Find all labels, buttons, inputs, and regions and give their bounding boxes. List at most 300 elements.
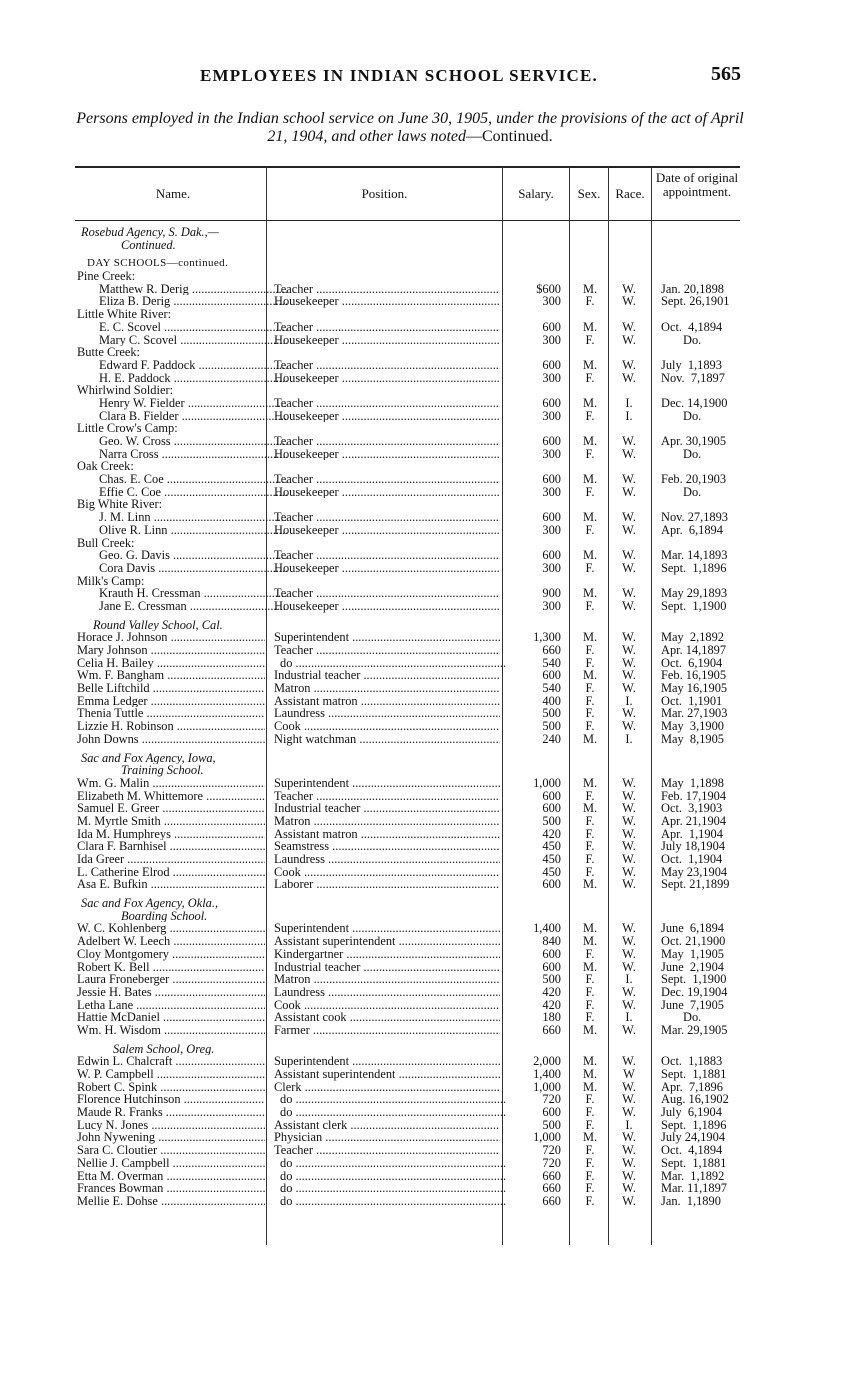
employee-name: Wm. G. Malin ..... <box>77 777 265 790</box>
employee-race: W. <box>622 484 636 499</box>
table-row <box>75 473 740 486</box>
section-label: Boarding School. <box>121 909 208 923</box>
appointment-date: Apr. 14,1897 <box>661 643 727 657</box>
employee-race: W. <box>622 775 636 790</box>
employee-salary: 660 <box>542 1168 561 1183</box>
employee-position: Superintendent ..... <box>274 631 500 644</box>
employee-race: W. <box>622 1130 636 1145</box>
employee-sex: M. <box>582 668 598 683</box>
page-number: 565 <box>711 63 741 85</box>
table-top-rule <box>75 166 740 168</box>
appointment-date: June 6,1894 <box>661 921 724 936</box>
employee-salary: 1,300 <box>533 630 561 645</box>
table-row <box>75 562 740 575</box>
appointment-date: Do. <box>683 332 702 347</box>
table-header-rule <box>75 220 740 221</box>
appointment-date: Sept. 1,1896 <box>661 1117 727 1132</box>
employee-name: Asa E. Bufkin ..... <box>77 878 265 891</box>
table-row <box>75 802 740 815</box>
employee-name: Krauth H. Cressman ..... <box>77 587 287 600</box>
employee-name: Hattie McDaniel ..... <box>77 1011 265 1024</box>
employee-race: W. <box>622 706 636 721</box>
table-row <box>75 397 740 410</box>
employee-name: Lizzie H. Robinson ..... <box>77 720 265 733</box>
employee-sex: F. <box>585 643 595 657</box>
employee-name: Mary Johnson ..... <box>77 644 265 657</box>
section-heading <box>75 897 740 910</box>
appointment-date: Sept. 1,1881 <box>661 1067 727 1081</box>
employee-position: Industrial teacher ..... <box>274 802 500 815</box>
employee-name: Edward F. Paddock ..... <box>77 359 287 372</box>
employee-race: W. <box>622 788 636 803</box>
employee-name: Geo. G. Davis ..... <box>77 549 287 562</box>
employee-sex: F. <box>585 522 595 537</box>
appointment-date: May 1,1898 <box>661 775 724 790</box>
appointment-date: Mar. 1,1892 <box>661 1168 725 1183</box>
group-label: Whirlwind Soldier: <box>77 384 174 397</box>
employee-race: W. <box>622 719 636 734</box>
employee-position: Housekeeper ..... <box>274 448 500 461</box>
table-row <box>75 828 740 841</box>
appointment-date: Nov. 7,1897 <box>661 370 725 385</box>
employee-position: Assistant matron ..... <box>274 695 500 708</box>
employee-position: Cook ..... <box>274 866 500 879</box>
employee-position: Laborer ..... <box>274 878 500 891</box>
employee-position: Assistant superintendent ..... <box>274 935 500 948</box>
employee-name: Edwin L. Chalcraft ..... <box>77 1055 265 1068</box>
employee-position: Housekeeper ..... <box>274 600 500 613</box>
employee-name: Wm. H. Wisdom ..... <box>77 1024 265 1037</box>
table-row <box>75 524 740 537</box>
employee-salary: 300 <box>542 560 561 575</box>
employee-name: Frances Bowman ..... <box>77 1182 265 1195</box>
employee-position: do ..... <box>274 1093 506 1106</box>
employee-sex: M. <box>582 1022 598 1037</box>
employee-name: Adelbert W. Leech ..... <box>77 935 265 948</box>
employee-name: Eliza B. Derig ..... <box>77 295 287 308</box>
employee-race: W. <box>622 294 636 309</box>
employee-name: Belle Liftchild ..... <box>77 682 265 695</box>
section-heading <box>75 226 740 239</box>
table-row <box>75 777 740 790</box>
employee-salary: 300 <box>542 408 561 423</box>
employee-name: Samuel E. Greer ..... <box>77 802 265 815</box>
section-label: Rosebud Agency, S. Dak.,— <box>81 226 219 239</box>
employee-sex: F. <box>585 1193 595 1208</box>
appointment-date: Oct. 3,1903 <box>661 801 723 816</box>
header-name: Name. <box>155 186 191 201</box>
employee-salary: 900 <box>542 586 561 601</box>
employee-name: L. Catherine Elrod ..... <box>77 866 265 879</box>
section-heading <box>75 239 740 252</box>
employee-salary: 600 <box>542 319 561 334</box>
group-label: Little Crow's Camp: <box>77 422 178 436</box>
header-date: Date of original appointment. <box>655 170 739 199</box>
table-row <box>75 695 740 708</box>
employee-race: W. <box>622 1092 636 1107</box>
employee-name: Thenia Tuttle ..... <box>77 707 265 720</box>
running-head: EMPLOYEES IN INDIAN SCHOOL SERVICE. <box>200 66 599 85</box>
school-group-heading <box>75 384 740 397</box>
employee-salary: 1,400 <box>533 921 561 936</box>
employee-position: Clerk ..... <box>274 1081 500 1094</box>
employee-position: Farmer ..... <box>274 1024 500 1037</box>
employee-salary: 180 <box>542 1010 561 1025</box>
appointment-date: Aug. 16,1902 <box>661 1092 729 1107</box>
employee-race: W. <box>622 319 636 334</box>
employee-position: Teacher ..... <box>274 587 500 600</box>
table-row <box>75 372 740 385</box>
group-label: Pine Creek: <box>77 270 136 283</box>
appointment-date: Sept. 26,1901 <box>661 294 730 309</box>
employee-salary: 600 <box>542 434 561 448</box>
employee-name: Chas. E. Coe ..... <box>77 473 287 486</box>
employee-name: Laura Froneberger ..... <box>77 973 265 986</box>
employee-position: Superintendent ..... <box>274 1055 500 1068</box>
table-row <box>75 549 740 562</box>
school-group-heading <box>75 537 740 550</box>
employee-race: I. <box>625 408 633 423</box>
employee-race: W. <box>622 946 636 961</box>
table-row <box>75 1024 740 1037</box>
table-row <box>75 866 740 879</box>
table-row <box>75 669 740 682</box>
employee-salary: 500 <box>542 972 561 987</box>
employee-position: Laundress ..... <box>274 986 500 999</box>
employee-position: Matron ..... <box>274 973 500 986</box>
appointment-date: Feb. 20,1903 <box>661 472 727 487</box>
employee-race: W. <box>622 813 636 828</box>
appointment-date: Apr. 7,1896 <box>661 1079 723 1094</box>
employee-position: Kindergartner ..... <box>274 948 500 961</box>
employee-race: W. <box>622 877 636 892</box>
employee-name: Elizabeth M. Whittemore ..... <box>77 790 265 803</box>
employee-position: Teacher ..... <box>274 435 500 448</box>
employee-salary: 450 <box>542 864 561 879</box>
employee-sex: F. <box>585 446 595 461</box>
employee-race: W. <box>622 522 636 537</box>
employee-sex: M. <box>582 630 598 645</box>
appointment-date: Oct. 1,1904 <box>661 852 723 866</box>
employee-name: Etta M. Overman ..... <box>77 1170 265 1183</box>
school-group-heading <box>75 498 740 511</box>
employee-race: I. <box>625 1010 633 1025</box>
appointment-date: Mar. 14,1893 <box>661 548 728 563</box>
appointment-date: July 6,1904 <box>661 1105 722 1120</box>
employee-sex: F. <box>585 852 595 866</box>
table-row <box>75 840 740 853</box>
header-salary: Salary. <box>518 186 554 201</box>
employee-position: Housekeeper ..... <box>274 562 500 575</box>
employee-salary: 300 <box>542 522 561 537</box>
employee-sex: F. <box>585 681 595 696</box>
employee-salary: 540 <box>542 655 561 670</box>
employee-sex: F. <box>585 788 595 803</box>
employee-sex: F. <box>585 1155 595 1170</box>
table-row <box>75 999 740 1012</box>
employee-salary: 840 <box>542 934 561 949</box>
employee-name: Sara C. Cloutier ..... <box>77 1144 265 1157</box>
school-group-heading <box>75 270 740 283</box>
table-row <box>75 511 740 524</box>
employee-race: I. <box>625 731 633 746</box>
employee-position: Industrial teacher ..... <box>274 669 500 682</box>
employee-race: W. <box>622 934 636 949</box>
employee-position: Housekeeper ..... <box>274 334 500 347</box>
employee-salary: 600 <box>542 801 561 816</box>
table-row <box>75 486 740 499</box>
employee-position: Matron ..... <box>274 682 500 695</box>
employee-name: Wm. F. Bangham ..... <box>77 669 265 682</box>
employee-sex: F. <box>585 655 595 670</box>
employee-name: John Nywening ..... <box>77 1131 265 1144</box>
group-label: Big White River: <box>77 498 163 512</box>
employee-salary: 600 <box>542 946 561 961</box>
employee-position: do ..... <box>274 657 506 670</box>
employee-salary: 600 <box>542 959 561 974</box>
school-group-heading <box>75 308 740 321</box>
group-label: Milk's Camp: <box>77 574 145 588</box>
employee-name: Narra Cross ..... <box>77 448 287 461</box>
table-row <box>75 986 740 999</box>
employee-race: W. <box>622 598 636 613</box>
employee-sex: M. <box>582 921 598 936</box>
appointment-date: Jan. 20,1898 <box>661 281 724 296</box>
employee-position: Cook ..... <box>274 999 500 1012</box>
table-row <box>75 295 740 308</box>
employee-sex: M. <box>582 319 598 334</box>
table-row <box>75 1011 740 1024</box>
employee-position: Superintendent ..... <box>274 922 500 935</box>
employee-position: Cook ..... <box>274 720 500 733</box>
appointment-date: May 16,1905 <box>661 681 728 696</box>
table-row <box>75 359 740 372</box>
employee-race: W. <box>622 510 636 525</box>
employee-salary: 300 <box>542 484 561 499</box>
employee-salary: 300 <box>542 294 561 309</box>
employee-race: W. <box>622 586 636 601</box>
employee-race: W. <box>622 852 636 866</box>
section-label: Training School. <box>121 764 204 777</box>
appointment-date: Mar. 11,1897 <box>661 1181 727 1196</box>
employee-name: Robert C. Spink ..... <box>77 1081 265 1094</box>
table-row <box>75 1055 740 1068</box>
employee-sex: F. <box>585 826 595 841</box>
table-row <box>75 1144 740 1157</box>
table-row <box>75 815 740 828</box>
table-row <box>75 1093 740 1106</box>
employee-salary: 240 <box>542 731 561 746</box>
page-header <box>0 63 863 96</box>
employee-race: W. <box>622 434 636 448</box>
employee-sex: F. <box>585 946 595 961</box>
table-caption <box>70 110 750 146</box>
employee-position: Assistant matron ..... <box>274 828 500 841</box>
employee-salary: 720 <box>542 1143 561 1158</box>
section-label: Salem School, Oreg. <box>113 1042 215 1056</box>
header-sex: Sex. <box>577 186 601 201</box>
table-row <box>75 600 740 613</box>
employee-name: E. C. Scovel ..... <box>77 321 287 334</box>
employee-position: Laundress ..... <box>274 707 500 720</box>
employee-sex: F. <box>585 1143 595 1158</box>
table-row <box>75 720 740 733</box>
table-row <box>75 790 740 803</box>
appointment-date: Apr. 21,1904 <box>661 813 727 828</box>
table-row <box>75 435 740 448</box>
appointment-date: Feb. 17,1904 <box>661 788 727 803</box>
employee-salary: 600 <box>542 877 561 892</box>
employee-sex: M. <box>582 434 598 448</box>
employee-salary: 500 <box>542 1117 561 1132</box>
employee-race: I. <box>625 693 633 708</box>
appointment-date: July 24,1904 <box>661 1130 726 1145</box>
employee-position: Laundress ..... <box>274 853 500 866</box>
employee-race: W. <box>622 921 636 936</box>
section-heading <box>75 910 740 923</box>
employee-salary: 300 <box>542 446 561 461</box>
table-row <box>75 1182 740 1195</box>
group-label: Oak Creek: <box>77 460 134 474</box>
employee-position: Night watchman ..... <box>274 733 500 746</box>
employee-race: W. <box>622 681 636 696</box>
employee-name: Lucy N. Jones ..... <box>77 1119 265 1132</box>
employee-position: do ..... <box>274 1195 506 1208</box>
employee-name: Letha Lane ..... <box>77 999 265 1012</box>
employee-race: W. <box>622 1079 636 1094</box>
employee-name: Cora Davis ..... <box>77 562 287 575</box>
employee-race: W. <box>622 446 636 461</box>
employee-sex: F. <box>585 997 595 1012</box>
section-heading <box>75 257 740 270</box>
employee-race: W. <box>622 357 636 372</box>
employee-salary: 660 <box>542 1193 561 1208</box>
employee-name: Mary C. Scovel ..... <box>77 334 287 347</box>
employee-salary: 300 <box>542 332 561 347</box>
appointment-date: Do. <box>683 1010 702 1025</box>
appointment-date: Oct. 4,1894 <box>661 319 723 334</box>
employee-position: Seamstress ..... <box>274 840 500 853</box>
table-row <box>75 1081 740 1094</box>
employee-salary: 300 <box>542 598 561 613</box>
caption-tail: —Continued. <box>466 128 553 145</box>
employee-race: W. <box>622 839 636 854</box>
group-label: Little White River: <box>77 308 172 321</box>
table-row <box>75 283 740 296</box>
employee-table <box>75 226 740 1208</box>
employee-salary: 1,000 <box>533 1130 561 1145</box>
employee-race: W. <box>622 864 636 879</box>
employee-name: Nellie J. Campbell ..... <box>77 1157 265 1170</box>
employee-sex: M. <box>582 472 598 487</box>
employee-sex: F. <box>585 484 595 499</box>
employee-race: W. <box>622 959 636 974</box>
employee-sex: M. <box>582 959 598 974</box>
employee-name: Effie C. Coe ..... <box>77 486 287 499</box>
employee-salary: 500 <box>542 719 561 734</box>
employee-salary: 1,000 <box>533 775 561 790</box>
employee-salary: 400 <box>542 693 561 708</box>
section-heading <box>75 619 740 632</box>
employee-name: W. P. Campbell ..... <box>77 1068 265 1081</box>
appointment-date: Oct. 21,1900 <box>661 934 726 949</box>
table-row <box>75 644 740 657</box>
school-group-heading <box>75 346 740 359</box>
employee-race: W <box>623 1067 635 1081</box>
table-row <box>75 853 740 866</box>
employee-name: Emma Ledger ..... <box>77 695 265 708</box>
employee-sex: F. <box>585 1092 595 1107</box>
table-row <box>75 733 740 746</box>
employee-race: W. <box>622 1105 636 1120</box>
school-group-heading <box>75 575 740 588</box>
appointment-date: May 3,1900 <box>661 719 724 734</box>
employee-sex: F. <box>585 598 595 613</box>
employee-sex: F. <box>585 839 595 854</box>
employee-sex: M. <box>582 357 598 372</box>
employee-name: Ida Greer ..... <box>77 853 265 866</box>
employee-name: H. E. Paddock ..... <box>77 372 287 385</box>
employee-salary: 540 <box>542 681 561 696</box>
employee-salary: $600 <box>536 281 561 296</box>
employee-position: Teacher ..... <box>274 790 500 803</box>
employee-race: W. <box>622 281 636 296</box>
employee-name: Robert K. Bell ..... <box>77 961 265 974</box>
employee-sex: M. <box>582 548 598 563</box>
appointment-date: May 23,1904 <box>661 864 728 879</box>
employee-race: W. <box>622 332 636 347</box>
employee-sex: F. <box>585 972 595 987</box>
table-row <box>75 321 740 334</box>
employee-sex: M. <box>582 510 598 525</box>
employee-position: Physician ..... <box>274 1131 500 1144</box>
employee-position: Teacher ..... <box>274 1144 500 1157</box>
appointment-date: Oct. 6,1904 <box>661 655 723 670</box>
section-label: Sac and Fox Agency, Okla., <box>81 897 219 910</box>
employee-salary: 450 <box>542 852 561 866</box>
table-row <box>75 948 740 961</box>
employee-salary: 600 <box>542 668 561 683</box>
employee-position: Assistant superintendent ..... <box>274 1068 500 1081</box>
employee-sex: F. <box>585 719 595 734</box>
employee-position: Housekeeper ..... <box>274 372 500 385</box>
appointment-date: Apr. 30,1905 <box>661 434 727 448</box>
employee-position: do ..... <box>274 1182 506 1195</box>
employee-race: W. <box>622 1168 636 1183</box>
appointment-date: May 29,1893 <box>661 586 728 601</box>
employee-sex: M. <box>582 877 598 892</box>
header-race: Race. <box>615 186 645 201</box>
employee-position: Housekeeper ..... <box>274 524 500 537</box>
table-row <box>75 410 740 423</box>
employee-sex: F. <box>585 1105 595 1120</box>
employee-race: W. <box>622 643 636 657</box>
employee-race: W. <box>622 1193 636 1208</box>
employee-sex: F. <box>585 332 595 347</box>
employee-name: Geo. W. Cross ..... <box>77 435 287 448</box>
appointment-date: Dec. 19,1904 <box>661 984 728 999</box>
table-row <box>75 1131 740 1144</box>
section-heading <box>75 1043 740 1056</box>
appointment-date: Do. <box>683 484 702 499</box>
employee-salary: 660 <box>542 1022 561 1037</box>
employee-salary: 500 <box>542 706 561 721</box>
employee-sex: M. <box>582 1130 598 1145</box>
appointment-date: May 2,1892 <box>661 630 724 645</box>
employee-position: Teacher ..... <box>274 644 500 657</box>
appointment-date: Mar. 27,1903 <box>661 706 728 721</box>
employee-race: W. <box>622 655 636 670</box>
